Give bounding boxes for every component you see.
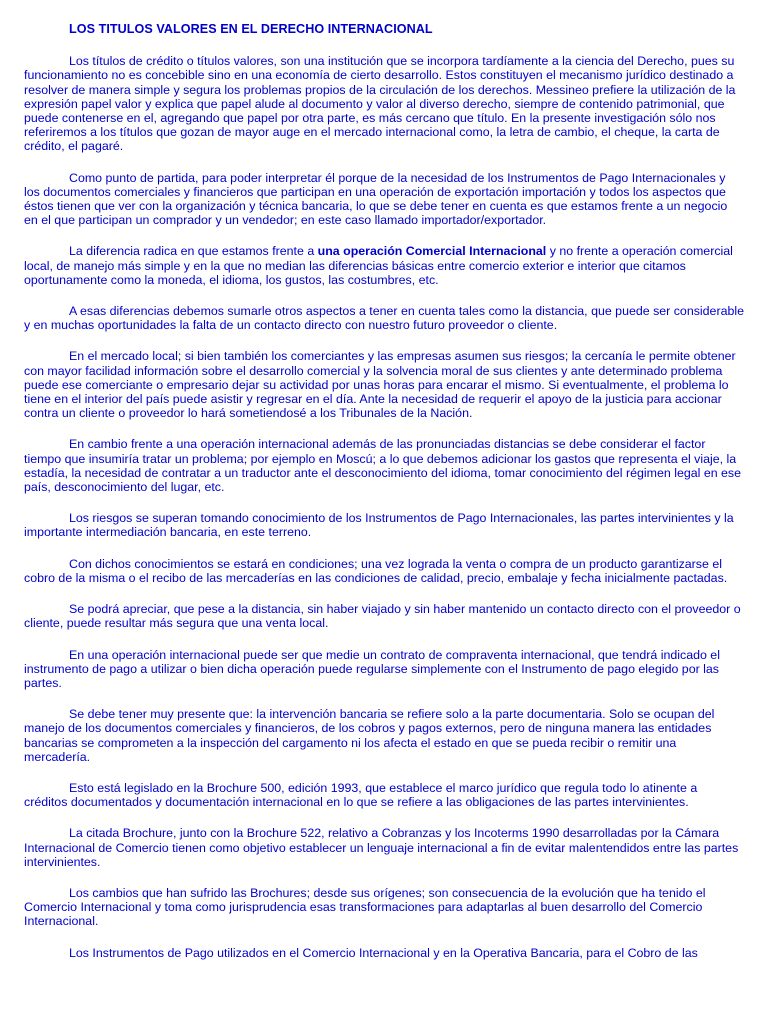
document-body bbox=[24, 22, 744, 977]
paragraph-3-text-end: y no frente a operación comercial local, de manejo más simple y en la que no median las diferencias básicas entre comercio exterior e interior que citamos oportunamente como la moneda, el idioma, los gustos, las costumbres, etc. bbox=[24, 244, 733, 287]
paragraph-7: Los riesgos se superan tomando conocimiento de los Instrumentos de Pago Internacionales, las partes intervinientes y la importante intermediación bancaria, en este terreno. bbox=[24, 511, 734, 540]
paragraph-3 bbox=[24, 244, 744, 287]
paragraph-4: A esas diferencias debemos sumarle otros aspectos a tener en cuenta tales como la distancia, que puede ser considerable y en muchas oportunidades la falta de un contacto directo con nuestro futuro proveedor o cliente. bbox=[24, 304, 744, 333]
paragraph-2: Como punto de partida, para poder interpretar él porque de la necesidad de los Instrumentos de Pago Internacionales y los documentos comerciales y financieros que participan en una operación de exportación importación y todos los aspectos que éstos tienen que ver con la organización y técnica bancaria, lo que se debe tener en cuenta es que estamos frente a un negocio en el que participan un comprador y un vendedor; en este caso llamado importador/exportador. bbox=[24, 170, 728, 228]
paragraph-9: Se podrá apreciar, que pese a la distancia, sin haber viajado y sin haber mantenido un contacto directo con el proveedor o cliente, puede resultar más segura que una venta local. bbox=[24, 602, 741, 631]
paragraph-8: Con dichos conocimientos se estará en condiciones; una vez lograda la venta o compra de un producto garantizarse el cobro de la misma o el recibo de las mercaderías en las condiciones de calidad, precio, embalaje y fecha inicialmente pactadas. bbox=[24, 556, 728, 585]
paragraph-13: La citada Brochure, junto con la Brochure 522, relativo a Cobranzas y los Incoterms 1990 desarrolladas por la Cámara Internacional de Comercio tienen como objetivo establecer un lenguaje internacional a fin de evitar malentendidos entre las partes intervinientes. bbox=[24, 826, 739, 869]
paragraph-15: Los Instrumentos de Pago utilizados en el Comercio Internacional y en la Operativa Bancaria, para el Cobro de las bbox=[69, 945, 698, 960]
paragraph-12: Esto está legislado en la Brochure 500, edición 1993, que establece el marco jurídico que regula todo lo atinente a créditos documentados y documentación internacional en lo que se refiere a las obligaciones de las partes intervinientes. bbox=[24, 780, 698, 810]
paragraph-1: Los títulos de crédito o títulos valores, son una institución que se incorpora tardíamente a la ciencia del Derecho, pues su funcionamiento no es concebible sino en una economía de cierto desarrollo. Estos constituyen el mecanismo jurídico destinado a resolver de manera simple y segura los problemas propios de la circulación de los derechos. Messineo prefiere la utilización de la expresión papel valor y explica que papel alude al documento y valor al diverso derecho, siempre de contenido patrimonial, que puede contenerse en el, agregando que papel por otra parte, es más cercano que título. En la presente investigación sólo nos referiremos a los títulos que gozan de mayor auge en el mercado internacional como, la letra de cambio, el cheque, la carta de crédito, el pagaré. bbox=[24, 54, 736, 154]
paragraph-6: En cambio frente a una operación internacional además de las pronunciadas distancias se debe considerar el factor tiempo que insumiría tratar un problema; por ejemplo en Moscú; a lo que debemos adicionar los gastos que representa el viaje, la estadía, la necesidad de contratar a un traductor ante el desconocimiento del idioma, tomar conocimiento del régimen legal en ese país, desconocimiento del lugar, etc. bbox=[24, 437, 742, 495]
paragraph-5: En el mercado local; si bien también los comerciantes y las empresas asumen sus riesgos; la cercanía le permite obtener con mayor facilidad información sobre el desarrollo comercial y la solvencia moral de sus clientes y ante determinado problema puede ese comerciante o empresario dejar su actividad por unas horas para encarar el mismo. Si eventualmente, el problema lo tiene en el interior del país puede asistir y regresar en el día. Ante la necesidad de requerir el apoyo de la justicia para accionar contra un cliente o proveedor lo hará sometiendosé a los Tribunales de la Nación. bbox=[24, 349, 736, 421]
paragraph-11: Se debe tener muy presente que: la intervención bancaria se refiere solo a la parte documentaria. Solo se ocupan del manejo de los documentos comerciales y financieros, de los cobros y pagos externos, pero de ninguna manera las entidades bancarias se comprometen a la inspección del cargamento ni los afecta el estado en que se pueda recibir o remitir una mercadería. bbox=[24, 707, 715, 764]
document-title: LOS TITULOS VALORES EN EL DERECHO INTERNACIONAL bbox=[69, 22, 433, 36]
paragraph-3-text-start: La diferencia radica en que estamos frente a bbox=[69, 244, 318, 259]
paragraph-10: En una operación internacional puede ser que medie un contrato de compraventa internacional, que tendrá indicado el instrumento de pago a utilizar o bien dicha operación puede regularse simplemente con el Instrumento de pago elegido por las partes. bbox=[24, 647, 720, 690]
paragraph-14: Los cambios que han sufrido las Brochures; desde sus orígenes; son consecuencia de la evolución que ha tenido el Comercio Internacional y toma como jurisprudencia esas transformaciones para adaptarlas al buen desarrollo del Comercio Internacional. bbox=[24, 885, 706, 929]
paragraph-3-bold-phrase: una operación Comercial Internacional bbox=[317, 244, 547, 259]
